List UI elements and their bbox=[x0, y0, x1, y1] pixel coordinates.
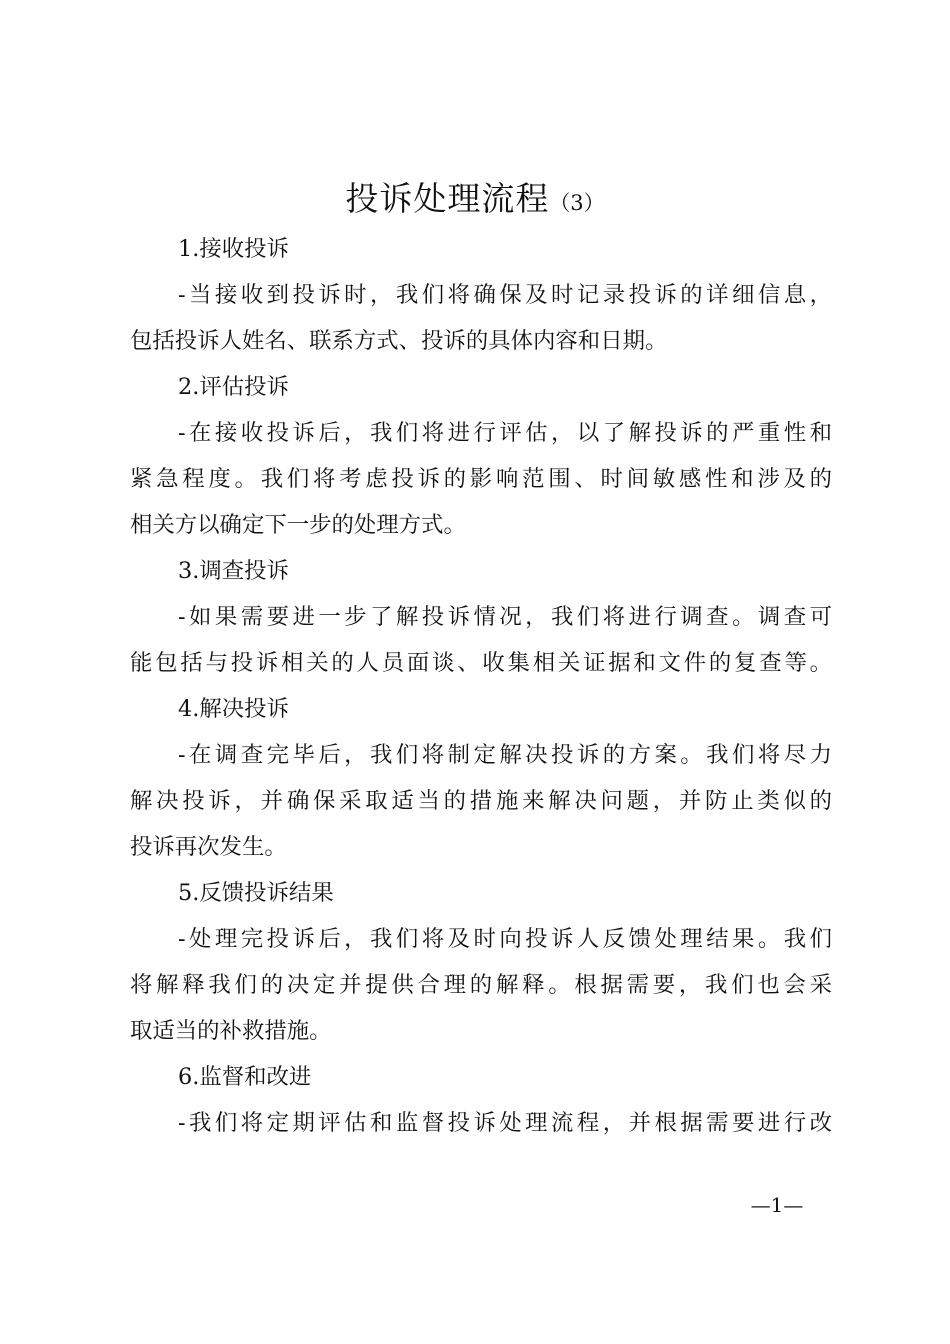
paragraph-line: 紧急程度。我们将考虑投诉的影响范围、时间敏感性和涉及的 bbox=[130, 466, 832, 492]
section-heading-resolve: 4.解决投诉 bbox=[178, 696, 289, 722]
paragraph-line: -当接收到投诉时，我们将确保及时记录投诉的详细信息， bbox=[178, 282, 832, 308]
page-number: —1— bbox=[750, 1193, 804, 1217]
section-heading-receive: 1.接收投诉 bbox=[178, 236, 289, 262]
paragraph-line: 投诉再次发生。 bbox=[130, 834, 287, 860]
section-heading-investigate: 3.调查投诉 bbox=[178, 558, 289, 584]
paragraph-line: 将解释我们的决定并提供合理的解释。根据需要，我们也会采 bbox=[130, 972, 832, 998]
paragraph-line: -在调查完毕后，我们将制定解决投诉的方案。我们将尽力 bbox=[178, 742, 832, 768]
section-heading-feedback: 5.反馈投诉结果 bbox=[178, 880, 334, 906]
section-heading-supervise: 6.监督和改进 bbox=[178, 1064, 312, 1090]
paragraph-line: -处理完投诉后，我们将及时向投诉人反馈处理结果。我们 bbox=[178, 926, 832, 952]
section-heading-evaluate: 2.评估投诉 bbox=[178, 374, 289, 400]
paragraph-line: 包括投诉人姓名、联系方式、投诉的具体内容和日期。 bbox=[130, 328, 668, 354]
title-suffix: （3） bbox=[549, 191, 605, 215]
paragraph-line: 能包括与投诉相关的人员面谈、收集相关证据和文件的复查等。 bbox=[130, 650, 832, 676]
paragraph-line: -在接收投诉后，我们将进行评估，以了解投诉的严重性和 bbox=[178, 420, 832, 446]
paragraph-line: -如果需要进一步了解投诉情况，我们将进行调查。调查可 bbox=[178, 604, 832, 630]
paragraph-line: 取适当的补救措施。 bbox=[130, 1018, 332, 1044]
title-text: 投诉处理流程 bbox=[345, 179, 550, 218]
document-title bbox=[0, 176, 950, 226]
paragraph-line: 解决投诉，并确保采取适当的措施来解决问题，并防止类似的 bbox=[130, 788, 832, 814]
paragraph-line: -我们将定期评估和监督投诉处理流程，并根据需要进行改 bbox=[178, 1110, 832, 1136]
paragraph-line: 相关方以确定下一步的处理方式。 bbox=[130, 512, 466, 538]
